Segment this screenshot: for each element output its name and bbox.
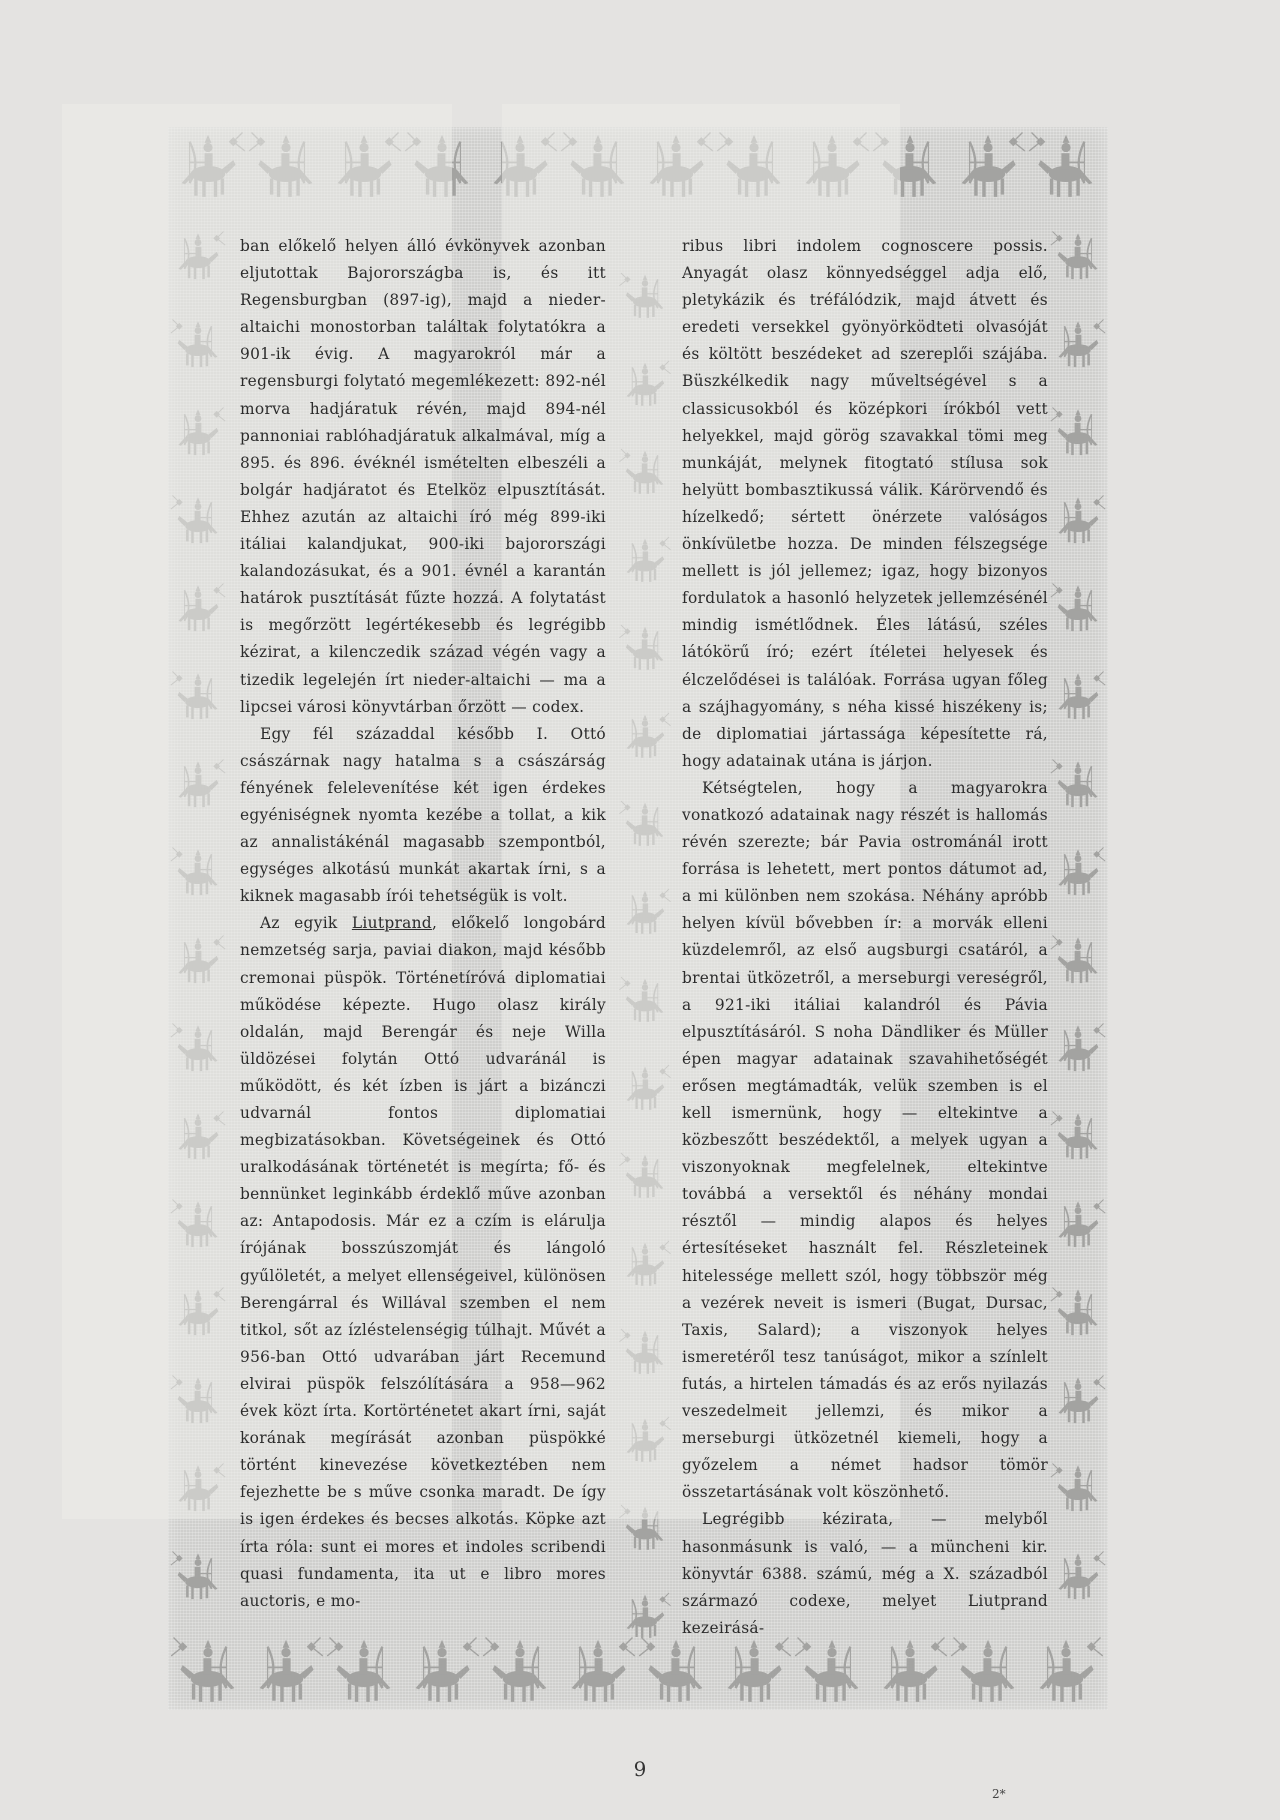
rider-motif [1040,1638,1103,1702]
rider-motif [1051,232,1098,280]
paragraph [240,233,606,721]
text-column-right [682,233,1048,1642]
rider-motif [1058,320,1105,368]
rider-motif [884,1638,947,1702]
rider-motif [795,1638,858,1702]
rider-motif [1058,1200,1105,1248]
rider-motif [1051,1464,1098,1512]
paragraph-text: ban előkelő helyen álló évkönyvek azonban eljutottak Bajorországba is, és itt Regensburgban (897-ig), majd a nieder-altaichi monostorban találtak folytatókra a 901-ik évig. A magyarokról már a regensburgi folytató megemlékezett: 892-nél morva hadjáratuk révén, majd 894-nél pannoniai rablóhadjáratuk alkalmával, míg a 895. és 896. évéknél ismételten elbeszéli a bolgár hadjáratot és Etelköz elpusztítását. Ehhez azután az altaichi író még 899-iki itáliai kalandjukat, 900-iki bajorországi kalandozásukat, és a 901. évnél a karantán határok pusztítását fűzte hozzá. A folytatást is megőrzött legértékesebb és legrégibb kézirat, a kilenczedik század végén vagy a tizedik legelején írt nieder-altaichi — ma a lipcsei városi könyvtárban őrzött — codex. [240,237,606,716]
rider-motif [260,1638,323,1702]
rider-motif [1058,848,1105,896]
rider-motif [1058,1376,1105,1424]
paragraph [682,233,1048,775]
rider-motif [1058,496,1105,544]
paragraph [682,775,1048,1507]
page-number: 9 [633,1757,647,1781]
underlined-name: Liutprand [351,914,432,933]
paragraph-text: Legrégibb kézirata, — melyből hasonmásunk is való, — a müncheni kir. könyvtár 6388. számú, még a X. századból származó codexe, melyet Liutprand kezeirásá- [682,1510,1048,1637]
rider-motif [962,133,1025,197]
paragraph [240,721,606,911]
rider-motif [572,1638,635,1702]
rider-motif [627,1593,671,1638]
rider-motif [1051,408,1098,456]
rider-motif [327,1638,390,1702]
rider-motif [1051,760,1098,808]
paragraph [682,1506,1048,1641]
rider-motif [639,1638,702,1702]
paragraph-text: , előkelő longobárd nemzetség sarja, paviai diakon, majd később cremonai püspök. Történetíróvá diplomatiai működése képezte. Hugo olasz király oldalán, majd Berengár és neje Willa üldözései folytán Ottó udvaránál is működött, és két ízben is járt a bizánczi udvarnál fontos diplomatiai megbizatásokban. Követségeinek és Ottó uralkodásának történetét is megírta; fő- és bennünket leginkább érdeklő műve azonban az: Antapodosis. Már ez a czím is elárulja írójának bosszúszomját és lángoló gyűlöletét, a melyet ellenségeivel, különösen Berengárral és Willával szemben el nem titkol, sőt az ízléstelenségig túlhajt. Művét a 956-ban Ottó udvarában járt Recemund elvirai püspök felszólítására a 958—962 évek közt írta. Kortörténetet akart írni, saját korának megírását azonban püspökké történt kinevezése következtében nem fejezhette be s műve csonka maradt. De így is igen érdekes és becses alkotás. Köpke azt írta róla: sunt ei mores et indoles scribendi quasi fundamenta, ita ut e libro mores auctoris, e mo- [240,914,606,1610]
paragraph-text: ribus libri indolem cognoscere possis. Anyagát olasz könnyedséggel adja elő, pletykázik és tréfálódzik, majd átvett és eredeti versekkel gyönyörködteti olvasóját és költött beszédeket ad szereplői szájába. Büszkélkedik nagy műveltségével s a classicusokból és középkori írókból vett helyekkel, majd görög szavakkal tömi meg munkáját, melynek fitogtató stílusa sok helyütt bombasztikussá válik. Kárörvendő és hízelkedő; sértett önérzete valóságos önkívületbe hozza. De minden félszegsége mellett is jól jellemez; igaz, hogy bizonyos fordulatok a hasonló helyzetek jellemzésénél mindig ismétlődnek. Éles látású, széles látókörű író; ezért ítéletei helyesek és élczelődései is találóak. Forrása ugyan főleg a szájhagyomány, s néha kissé hiszékeny is; de diplomatiai jártassága képesítette rá, hogy adatainak utána is járjon. [682,237,1048,770]
rider-motif [1051,1288,1098,1336]
rider-motif [483,1638,546,1702]
paragraph-text: Egy fél századdal később I. Ottó császárnak nagy hatalma s a császárság fényének felelevenítése két igen érdekes egyéniségnek nyomta kezébe a tollat, a kik az annalistákénál magasabb szempontból, egységes alkotású munkát akartak írni, s a kiknek magasabb írói tehetségük is volt. [240,724,606,906]
rider-motif [1058,1024,1105,1072]
rider-motif [1051,1112,1098,1160]
rider-motif [416,1638,479,1702]
paragraph-text: Kétségtelen, hogy a magyarokra vonatkozó adatainak nagy részét is hallomás révén szerezte; bár Pavia ostrománál irott forrása is lehetett, mert pontos dátumot ad, a mi különben nem szokása. Néhány apróbb helyen kívül bővebben ír: a morvák elleni küzdelemről, az első augsburgi csatáról, a brentai ütközetről, a merseburgi vereségről, a 921-iki itáliai kalandról és Pávia elpusztításáról. S noha Dändliker és Müller épen magyar adatainak szavahihetőségét erősen megtámadták, velük szemben is el kell ismernünk, hogy — eltekintve a közbeszőtt beszédektől, a melyek ugyan a viszonyoknak megfelelnek, eltekintve továbbá a versektől és néhány mondai résztől — mindig alapos és helyes értesítéseket használt fel. Részleteinek hitelessége mellett szól, hogy többször még a vezérek neveit is ismeri (Bugat, Dursac, Taxis, Salard); a viszonyok helyes ismeretéről tesz tanúságot, mikor a színlelt futás, a hirtelen támadás és az erős nyilazás veszedelmeit jellemzi, és mikor a merseburgi ütközetnél kiemeli, hogy a győzelem a német hadsor tömör összetartásának volt köszönhető. [682,778,1048,1502]
rider-motif [1051,936,1098,984]
signature-mark: 2* [992,1787,1006,1801]
rider-motif [728,1638,791,1702]
rider-motif [1029,133,1092,197]
rider-motif [171,1552,218,1600]
rider-motif [1058,1552,1105,1600]
paragraph-text: Az egyik [260,914,352,933]
text-column-left [240,233,606,1615]
rider-motif [171,1638,234,1702]
paragraph [240,910,606,1614]
rider-motif [1058,672,1105,720]
rider-motif [951,1638,1014,1702]
rider-motif [1051,584,1098,632]
